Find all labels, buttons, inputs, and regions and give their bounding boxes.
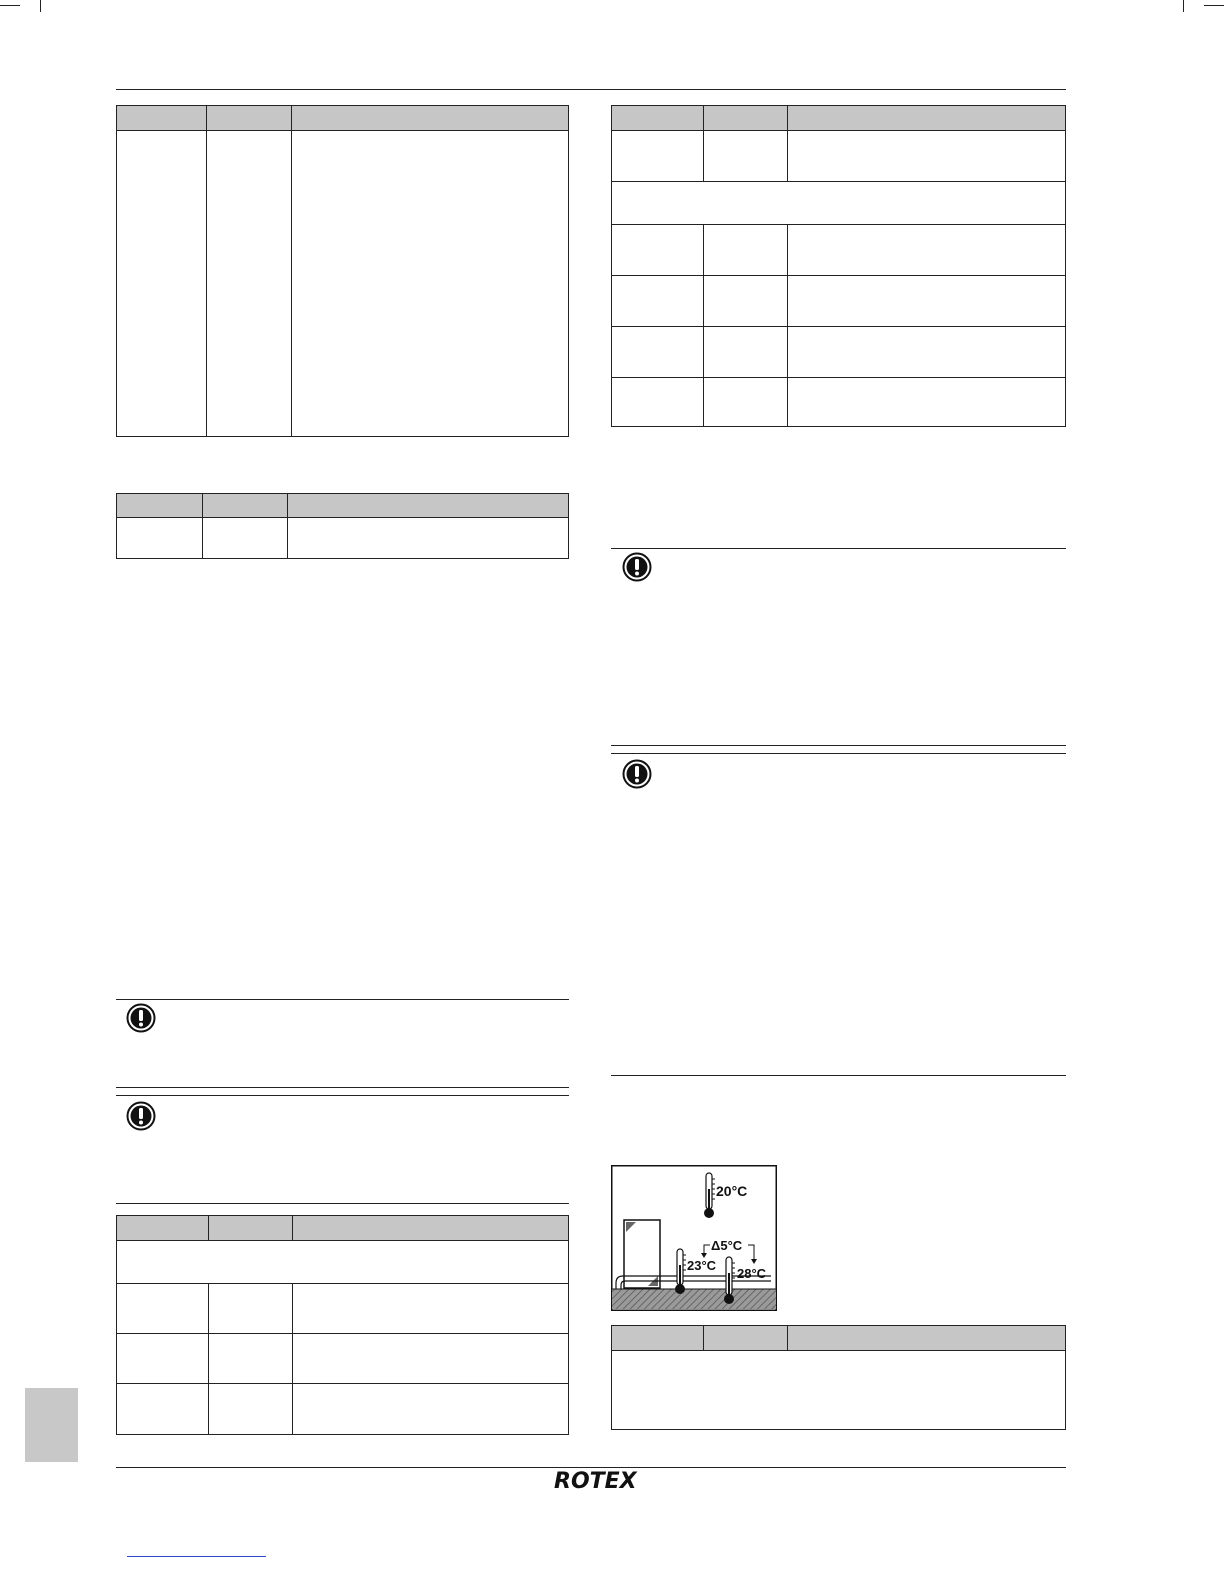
footer-rule <box>116 1467 1066 1468</box>
table-divider <box>291 106 292 436</box>
notice-bottom-rule <box>611 1075 1066 1076</box>
table-4 <box>611 105 1066 427</box>
table-1 <box>116 105 569 437</box>
table-3 <box>116 1215 569 1435</box>
notice-top-rule <box>611 745 1066 746</box>
notice-top-rule <box>116 1095 569 1096</box>
table-2 <box>116 493 569 559</box>
chapter-side-tab <box>25 1388 78 1462</box>
table-header <box>117 1216 568 1241</box>
brand-logo: ROTEX <box>554 1469 637 1494</box>
table-divider <box>703 106 704 181</box>
table-header <box>612 106 1065 131</box>
table-divider <box>787 106 788 181</box>
table-row-line <box>117 1383 568 1384</box>
table-divider <box>787 224 788 426</box>
warning-icon <box>126 1003 156 1033</box>
table-row-line <box>612 275 1065 276</box>
table-divider <box>287 494 288 558</box>
table-divider <box>703 224 704 426</box>
table-header <box>117 106 568 131</box>
crop-mark <box>1183 0 1184 12</box>
table-row-line <box>117 1333 568 1334</box>
crop-mark <box>1204 5 1224 6</box>
notice-top-rule <box>611 548 1066 549</box>
table-row-line <box>612 326 1065 327</box>
table-row-line <box>612 224 1065 225</box>
table-divider <box>787 1326 788 1350</box>
table-divider <box>208 1216 209 1240</box>
crop-mark <box>40 0 41 12</box>
delta-label: Δ5°C <box>711 1238 743 1253</box>
table-divider <box>292 1283 293 1434</box>
warning-icon <box>622 759 652 789</box>
floor-temp-right-label: 28°C <box>737 1266 767 1281</box>
air-temp-label: 20°C <box>716 1183 748 1199</box>
table-divider <box>202 494 203 558</box>
crop-mark <box>0 5 20 6</box>
warning-icon <box>126 1101 156 1131</box>
table-divider <box>208 1283 209 1434</box>
notice-bottom-rule <box>116 1203 569 1204</box>
table-5 <box>611 1325 1066 1430</box>
warning-icon <box>622 552 652 582</box>
table-divider <box>206 106 207 436</box>
notice-top-rule <box>116 999 569 1000</box>
table-row-line <box>612 181 1065 182</box>
table-header <box>117 494 568 518</box>
underfloor-heating-figure <box>611 1165 777 1311</box>
floor-temp-left-label: 23°C <box>687 1258 717 1273</box>
table-header <box>612 1326 1065 1351</box>
header-rule <box>116 89 1066 90</box>
link-underline[interactable] <box>127 1556 266 1557</box>
notice-top-rule <box>116 1087 569 1088</box>
table-row-line <box>612 377 1065 378</box>
table-divider <box>292 1216 293 1240</box>
table-row-line <box>117 1283 568 1284</box>
notice-top-rule <box>611 753 1066 754</box>
table-divider <box>703 1326 704 1350</box>
